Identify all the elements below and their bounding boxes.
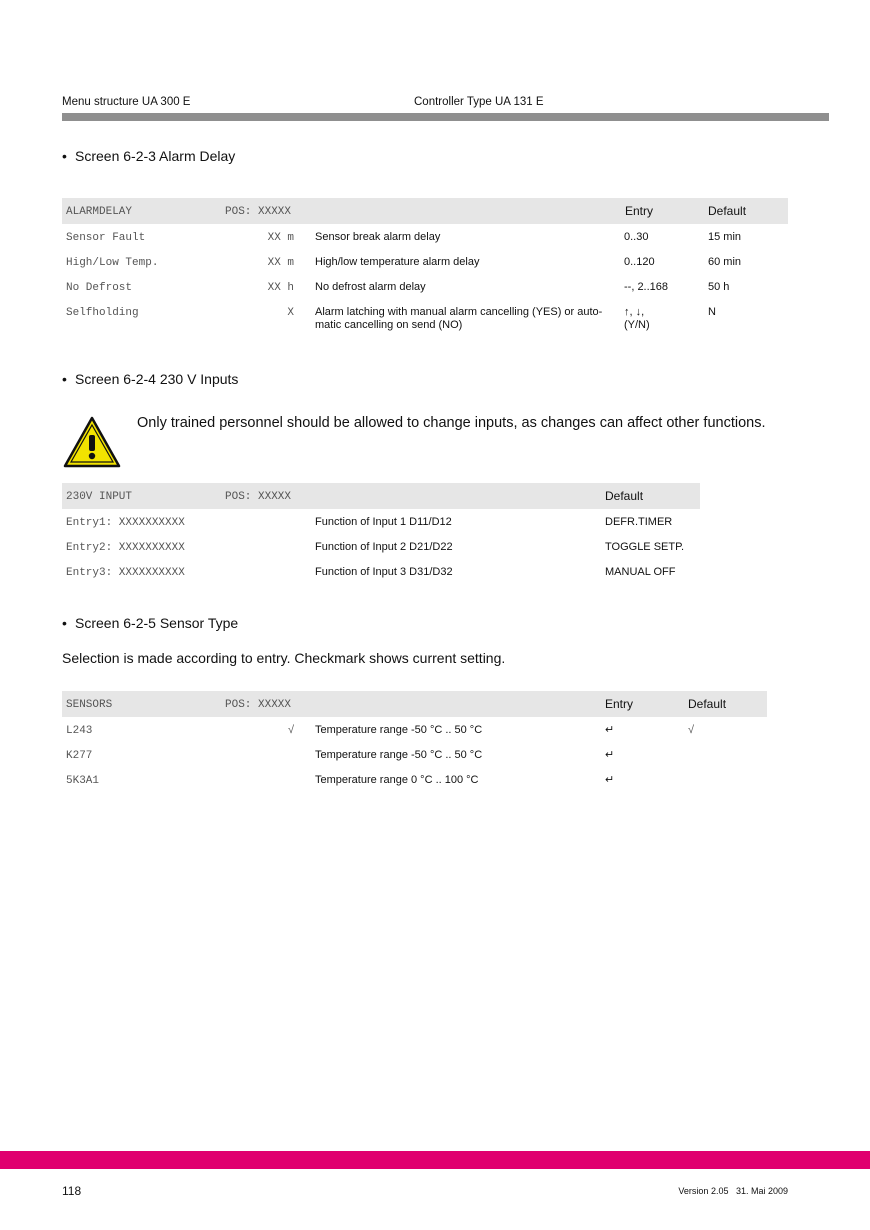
enter-icon: ↵ <box>605 749 615 761</box>
sensor-head-entry: Entry <box>605 697 634 711</box>
table-row-name: L243 <box>66 725 93 737</box>
section-title-inputs: • Screen 6-2-4 230 V Inputs <box>62 371 239 387</box>
enter-icon: ↵ <box>605 774 615 786</box>
header-center: Controller Type UA 131 E <box>414 96 544 108</box>
table-row-name: High/Low Temp. <box>66 257 159 269</box>
table-row-entry-line1: ↑, ↓, <box>624 306 645 318</box>
table-row-default: DEFR.TIMER <box>605 516 673 528</box>
alarm-head-entry: Entry <box>625 204 654 218</box>
table-row-name: No Defrost <box>66 282 133 294</box>
bullet-icon: • <box>62 148 67 164</box>
table-row-default: 60 min <box>708 256 742 268</box>
sensor-head-pos: POS: XXXXX <box>225 699 292 711</box>
bullet-icon: • <box>62 371 67 387</box>
table-row-value: XX m <box>267 232 294 244</box>
page-number: 118 <box>62 1184 82 1198</box>
table-row-name: Entry3: XXXXXXXXXX <box>66 567 185 579</box>
table-row-value: XX h <box>267 282 294 294</box>
table-row-desc: Temperature range -50 °C .. 50 °C <box>315 724 483 736</box>
table-row-desc-line2: matic cancelling on send (NO) <box>315 319 463 331</box>
header-left: Menu structure UA 300 E <box>62 96 191 108</box>
table-row-value: XX m <box>267 257 294 269</box>
table-row-desc-line1: Alarm latching with manual alarm cancelling (YES) or auto- <box>315 306 603 318</box>
table-row-desc: Function of Input 2 D21/D22 <box>315 541 453 553</box>
sensor-table-header <box>62 691 767 717</box>
header-bar <box>62 113 829 121</box>
footer-accent-bar <box>0 1151 870 1169</box>
bullet-icon: • <box>62 615 67 631</box>
table-row-desc: High/low temperature alarm delay <box>315 256 480 268</box>
table-row-value: X <box>287 307 294 319</box>
table-row-name: Sensor Fault <box>66 232 146 244</box>
sensor-note: Selection is made according to entry. Checkmark shows current setting. <box>62 650 506 666</box>
table-row-name: 5K3A1 <box>66 775 100 787</box>
table-row-default: N <box>708 306 716 318</box>
table-row-name: K277 <box>66 750 93 762</box>
alarm-head-pos: POS: XXXXX <box>225 206 292 218</box>
inputs-head-pos: POS: XXXXX <box>225 491 292 503</box>
inputs-head-default: Default <box>605 489 644 503</box>
table-row-desc: Function of Input 3 D31/D32 <box>315 566 453 578</box>
sensor-head-default: Default <box>688 697 727 711</box>
table-row-desc: Temperature range 0 °C .. 100 °C <box>315 774 479 786</box>
warning-text: Only trained personnel should be allowed to change inputs, as changes can affect other functions. <box>137 415 766 431</box>
enter-icon: ↵ <box>605 724 615 736</box>
section-title-alarm-delay: • Screen 6-2-3 Alarm Delay <box>62 148 236 164</box>
table-row-entry: 0..120 <box>624 256 655 268</box>
table-row-name: Entry1: XXXXXXXXXX <box>66 517 185 529</box>
table-row-entry: 0..30 <box>624 231 649 243</box>
inputs-head-name: 230V INPUT <box>66 491 133 503</box>
table-row-desc: Sensor break alarm delay <box>315 231 441 243</box>
table-row-default: TOGGLE SETP. <box>605 541 685 553</box>
table-row-name: Selfholding <box>66 307 139 319</box>
checkmark-icon: √ <box>688 724 695 736</box>
table-row-entry-line2: (Y/N) <box>624 319 650 331</box>
alarm-head-default: Default <box>708 204 747 218</box>
alarm-delay-table-header <box>62 198 788 224</box>
table-row-default: 50 h <box>708 281 730 293</box>
table-row-name: Entry2: XXXXXXXXXX <box>66 542 185 554</box>
alarm-head-name: ALARMDELAY <box>66 206 133 218</box>
table-row-desc: No defrost alarm delay <box>315 281 426 293</box>
sensor-head-name: SENSORS <box>66 699 113 711</box>
checkmark-icon: √ <box>287 724 294 736</box>
version-info: Version 2.05 31. Mai 2009 <box>678 1186 788 1196</box>
table-row-default: 15 min <box>708 231 742 243</box>
table-row-desc: Temperature range -50 °C .. 50 °C <box>315 749 483 761</box>
warning-triangle-icon <box>63 416 121 468</box>
table-row-desc: Function of Input 1 D11/D12 <box>315 516 452 528</box>
table-row-default: MANUAL OFF <box>605 566 676 578</box>
section-title-sensor: • Screen 6-2-5 Sensor Type <box>62 615 239 631</box>
table-row-entry: --, 2..168 <box>624 281 669 293</box>
